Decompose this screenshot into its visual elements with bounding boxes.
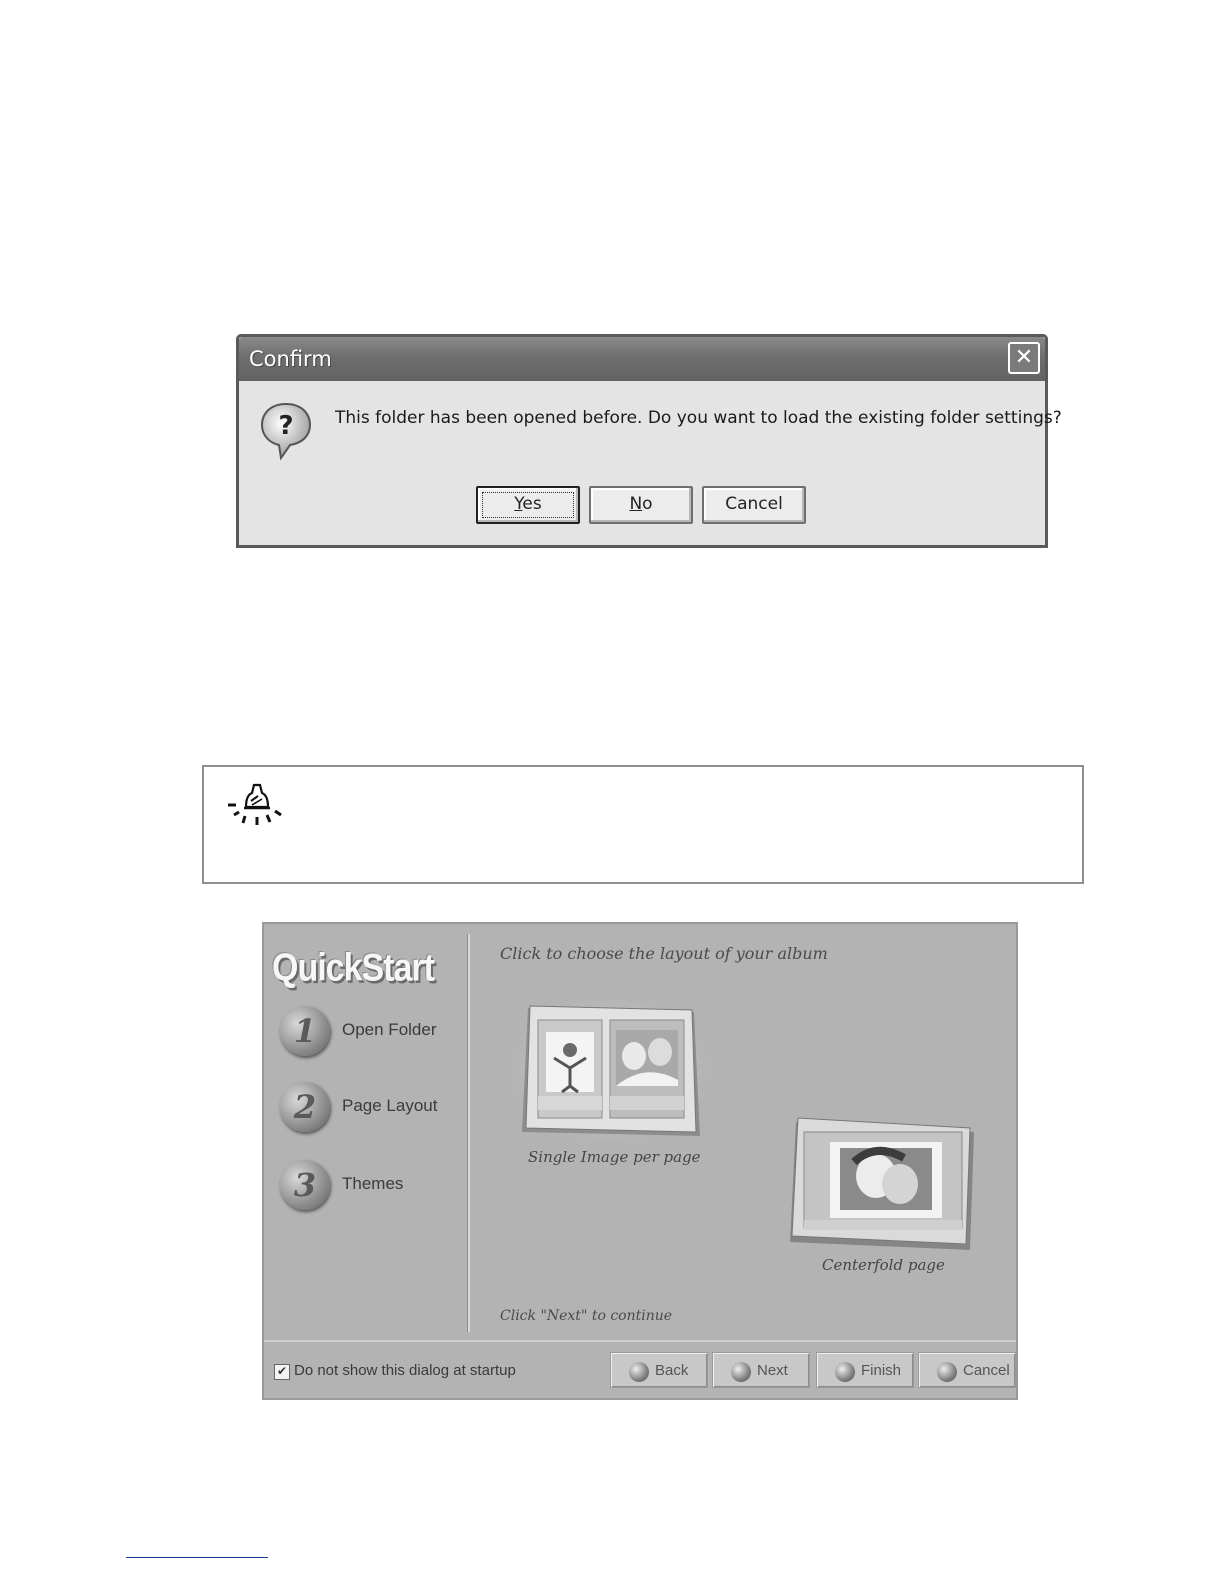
quickstart-sidebar (264, 924, 468, 1340)
confirm-dialog (236, 334, 1062, 548)
yes-button[interactable] (476, 486, 580, 524)
single-image-album-thumbnail (510, 998, 710, 1148)
focus-rectangle (482, 492, 574, 518)
back-button[interactable] (610, 1352, 708, 1388)
layout-heading: Click to choose the layout of your album (500, 944, 828, 963)
close-icon: ✕ (1014, 345, 1034, 370)
yes-label-rest: es (522, 494, 542, 514)
step-label: Open Folder (342, 1020, 437, 1039)
finish-icon (835, 1362, 855, 1382)
checkmark-icon: ✔ (276, 1364, 288, 1378)
no-label-rest: o (642, 494, 653, 514)
step-number-badge: 3 (280, 1160, 330, 1210)
back-icon (629, 1362, 649, 1382)
dialog-message: This folder has been opened before. Do you want to load the existing folder settings? (335, 408, 1062, 428)
startup-checkbox[interactable] (274, 1364, 290, 1380)
footnote-rule (126, 1557, 268, 1558)
layout-option-single[interactable] (510, 998, 710, 1148)
step-page-layout[interactable] (280, 1082, 470, 1134)
next-label: Next (757, 1362, 788, 1379)
question-balloon-icon (259, 401, 313, 461)
quickstart-logo: QuickStart (272, 946, 434, 990)
yes-mnemonic: Y (514, 494, 523, 514)
quickstart-footer (264, 1340, 1016, 1400)
cancel-label: Cancel (963, 1362, 1010, 1379)
sidebar-divider (467, 934, 470, 1332)
dialog-title-bar[interactable] (239, 337, 1045, 381)
note-box (202, 765, 1084, 884)
step-number-badge: 1 (280, 1006, 330, 1056)
dialog-title: Confirm (249, 347, 332, 371)
quickstart-cancel-button[interactable] (918, 1352, 1016, 1388)
note-bell-icon (224, 779, 288, 829)
step-open-folder[interactable] (280, 1006, 470, 1058)
no-mnemonic: N (629, 494, 643, 514)
centerfold-album-thumbnail (784, 1114, 984, 1254)
layout-option-centerfold[interactable] (784, 1114, 984, 1254)
step-number-badge: 2 (280, 1082, 330, 1132)
close-button[interactable] (1008, 342, 1040, 374)
back-label: Back (655, 1362, 689, 1379)
step-label: Themes (342, 1174, 404, 1193)
cancel-button[interactable] (702, 486, 806, 524)
layout-caption-single: Single Image per page (528, 1148, 701, 1166)
finish-label: Finish (861, 1362, 902, 1379)
no-button[interactable] (589, 486, 693, 524)
startup-checkbox-label[interactable]: Do not show this dialog at startup (294, 1362, 516, 1379)
layout-caption-centerfold: Centerfold page (822, 1256, 945, 1274)
next-button[interactable] (712, 1352, 810, 1388)
finish-button[interactable] (816, 1352, 914, 1388)
next-icon (731, 1362, 751, 1382)
step-label: Page Layout (342, 1096, 438, 1115)
cancel-icon (937, 1362, 957, 1382)
quickstart-window (262, 922, 1018, 1400)
continue-hint: Click "Next" to continue (500, 1308, 673, 1324)
svg-text:?: ? (278, 411, 294, 441)
step-themes[interactable] (280, 1160, 470, 1212)
cancel-label: Cancel (725, 494, 783, 514)
